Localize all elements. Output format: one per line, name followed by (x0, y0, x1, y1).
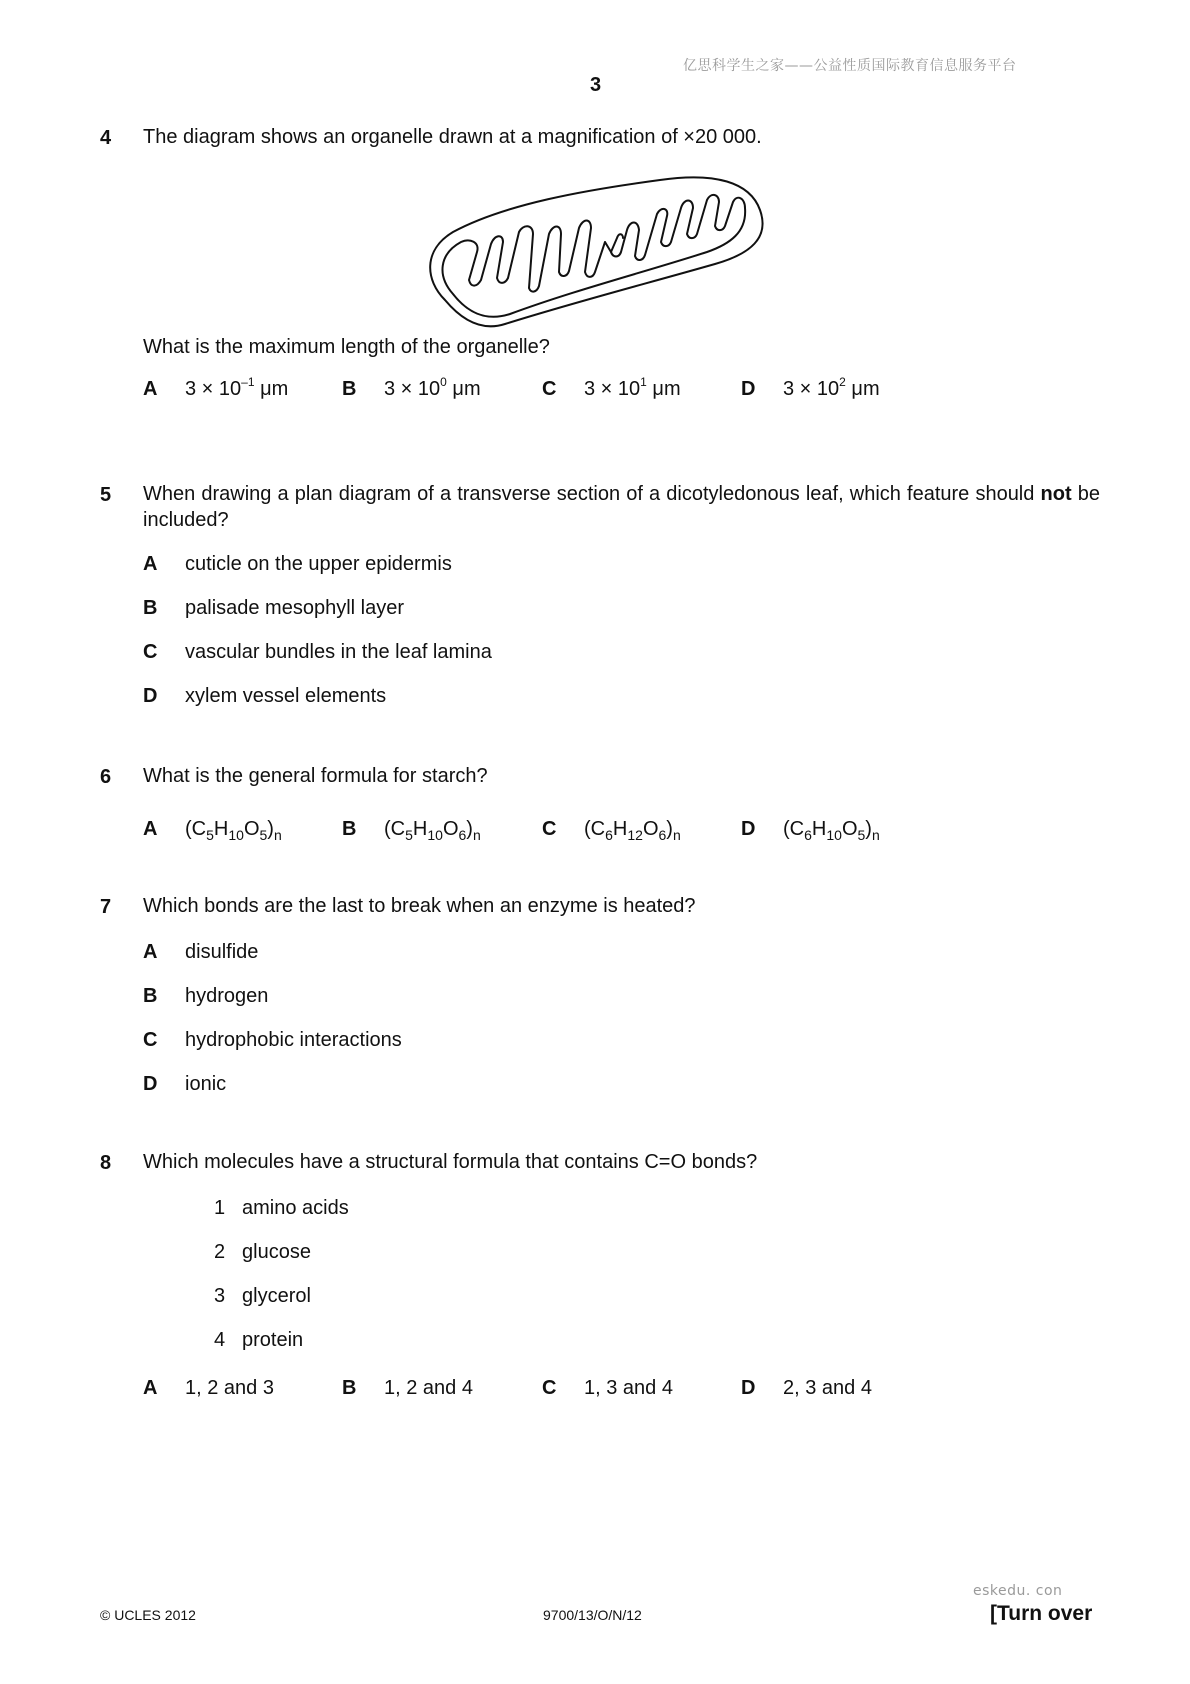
option-value: $3 \times 10^{-1}$ μm (185, 375, 289, 400)
question-7-option-c[interactable] (143, 1029, 402, 1052)
option-value: $3 \times 10^0$ μm (384, 375, 481, 400)
question-5-option-d[interactable] (143, 685, 387, 708)
option-letter: B (342, 1377, 357, 1399)
option-letter: C (542, 1377, 557, 1399)
option-letter: B (143, 597, 158, 619)
option-letter: C (143, 641, 158, 663)
question-8-option-c[interactable] (542, 1377, 673, 1400)
option-letter: D (741, 818, 756, 840)
question-4-question: What is the maximum length of the organelle? (143, 336, 550, 358)
option-letter: C (542, 818, 557, 840)
option-letter: A (143, 1377, 158, 1399)
question-4-option-d[interactable] (741, 375, 880, 401)
option-text: cuticle on the upper epidermis (185, 553, 452, 575)
question-8-number: 8 (100, 1152, 112, 1174)
option-text: 1, 2 and 3 (185, 1377, 274, 1399)
option-text: hydrophobic interactions (185, 1029, 402, 1051)
option-text: vascular bundles in the leaf lamina (185, 641, 492, 663)
formula: $(C_5H_{10}O_6)_n$ (384, 818, 481, 843)
question-7-option-d[interactable] (143, 1073, 227, 1096)
footer-watermark: eskedu. con (973, 1583, 1063, 1599)
page-number: 3 (590, 74, 602, 96)
option-letter: D (143, 1073, 158, 1095)
question-7-option-a[interactable] (143, 941, 259, 964)
question-4-option-b[interactable] (342, 375, 481, 401)
question-8-stem: Which molecules have a structural formula that contains C=O bonds? (143, 1151, 758, 1173)
question-8-item-3: 3 glycerol (214, 1285, 311, 1307)
question-8-option-d[interactable] (741, 1377, 872, 1400)
footer-copyright: © UCLES 2012 (100, 1607, 196, 1623)
question-7-stem: Which bonds are the last to break when an enzyme is heated? (143, 895, 696, 917)
option-letter: A (143, 818, 158, 840)
question-6-stem: What is the general formula for starch? (143, 765, 488, 787)
option-letter: D (741, 378, 756, 400)
question-5-option-a[interactable] (143, 553, 452, 576)
question-8-item-4: 4 protein (214, 1329, 304, 1351)
option-letter: D (741, 1377, 756, 1399)
option-text: 1, 3 and 4 (584, 1377, 673, 1399)
question-5-number: 5 (100, 484, 112, 506)
option-text: 2, 3 and 4 (783, 1377, 872, 1399)
option-letter: B (143, 985, 158, 1007)
formula: $(C_6H_{10}O_5)_n$ (783, 818, 880, 843)
option-letter: A (143, 941, 158, 963)
question-4-stem: The diagram shows an organelle drawn at a magnification of ×20 000. (143, 126, 762, 148)
question-6-option-d[interactable] (741, 818, 880, 843)
formula: $(C_6H_{12}O_6)_n$ (584, 818, 681, 843)
question-8-option-a[interactable] (143, 1377, 274, 1400)
option-letter: C (143, 1029, 158, 1051)
option-letter: B (342, 818, 357, 840)
option-value: $3 \times 10^2$ μm (783, 375, 880, 400)
option-letter: C (542, 378, 557, 400)
option-text: xylem vessel elements (185, 685, 387, 707)
question-5-stem: When drawing a plan diagram of a transverse section of a dicotyledonous leaf, which feature should not be included? (143, 483, 1100, 531)
option-text: palisade mesophyll layer (185, 597, 405, 619)
question-6-option-b[interactable] (342, 818, 481, 843)
question-4-option-c[interactable] (542, 375, 681, 401)
mitochondrion-diagram (425, 172, 765, 332)
question-7-option-b[interactable] (143, 985, 269, 1008)
option-letter: A (143, 553, 158, 575)
option-text: hydrogen (185, 985, 269, 1007)
question-8-item-2: 2 glucose (214, 1241, 311, 1263)
option-letter: D (143, 685, 158, 707)
question-5-option-b[interactable] (143, 597, 405, 620)
question-7-number: 7 (100, 896, 112, 918)
header-watermark: 亿思科学生之家——公益性质国际教育信息服务平台 (683, 58, 1017, 74)
question-8-option-b[interactable] (342, 1377, 473, 1400)
question-4-number: 4 (100, 127, 112, 149)
option-letter: A (143, 378, 158, 400)
footer-paper-code: 9700/13/O/N/12 (543, 1607, 642, 1623)
turn-over-label: [Turn over (990, 1602, 1093, 1625)
option-text: 1, 2 and 4 (384, 1377, 473, 1399)
option-text: ionic (185, 1073, 227, 1095)
question-6-number: 6 (100, 766, 112, 788)
option-text: disulfide (185, 941, 259, 963)
question-5-option-c[interactable] (143, 641, 492, 664)
option-letter: B (342, 378, 357, 400)
question-6-option-c[interactable] (542, 818, 681, 843)
option-value: $3 \times 10^1$ μm (584, 375, 681, 400)
formula: $(C_5H_{10}O_5)_n$ (185, 818, 282, 843)
question-4-option-a[interactable] (143, 375, 289, 401)
question-8-item-1: 1 amino acids (214, 1197, 349, 1219)
question-6-option-a[interactable] (143, 818, 282, 843)
